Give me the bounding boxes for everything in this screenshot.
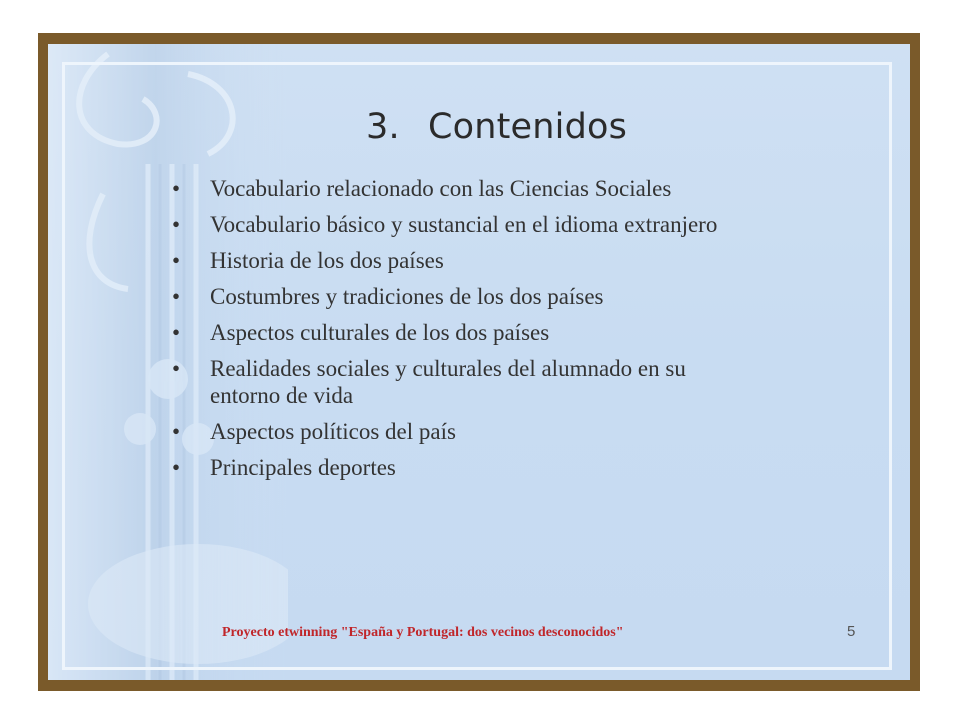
bullet-icon: • bbox=[172, 284, 181, 309]
bullet-list bbox=[172, 175, 752, 490]
list-item bbox=[172, 247, 752, 274]
list-item bbox=[172, 211, 752, 238]
title-number: 3. bbox=[366, 107, 400, 147]
list-item-text: Aspectos culturales de los dos países bbox=[210, 320, 550, 345]
list-item bbox=[172, 418, 752, 445]
list-item bbox=[172, 175, 752, 202]
bullet-icon: • bbox=[172, 320, 181, 345]
title-text: Contenidos bbox=[428, 107, 628, 147]
list-item-text: Principales deportes bbox=[210, 455, 396, 480]
bullet-icon: • bbox=[172, 176, 181, 201]
list-item-text: Costumbres y tradiciones de los dos países bbox=[210, 284, 604, 309]
list-item-text: Realidades sociales y culturales del alumnado en su entorno de vida bbox=[210, 356, 686, 408]
list-item bbox=[172, 355, 752, 409]
bullet-icon: • bbox=[172, 419, 181, 444]
list-item bbox=[172, 454, 752, 481]
slide-footer: Proyecto etwinning "España y Portugal: dos vecinos desconocidos" bbox=[222, 625, 624, 640]
list-item-text: Historia de los dos países bbox=[210, 248, 444, 273]
list-item-text: Vocabulario básico y sustancial en el idioma extranjero bbox=[210, 212, 718, 237]
bullet-icon: • bbox=[172, 212, 181, 237]
bullet-icon: • bbox=[172, 248, 181, 273]
list-item bbox=[172, 283, 752, 310]
bullet-icon: • bbox=[172, 455, 181, 480]
list-item bbox=[172, 319, 752, 346]
list-item-text: Aspectos políticos del país bbox=[210, 419, 456, 444]
page-number: 5 bbox=[847, 623, 856, 640]
bullet-icon: • bbox=[172, 356, 181, 381]
slide-title bbox=[366, 107, 627, 157]
list-item-text: Vocabulario relacionado con las Ciencias Sociales bbox=[210, 176, 672, 201]
